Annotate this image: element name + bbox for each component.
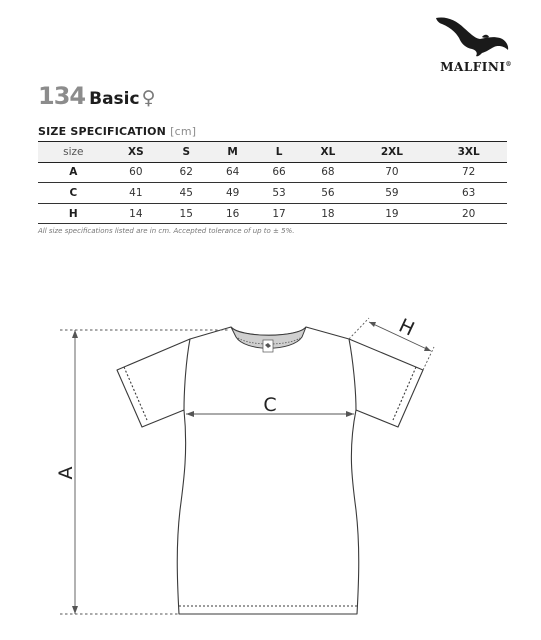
table-cell: 60 [109, 162, 163, 183]
table-cell: 53 [256, 183, 302, 204]
size-spec-heading: SIZE SPECIFICATION [cm] [38, 125, 197, 138]
table-cell: 14 [109, 203, 163, 224]
right-sleeve-seam [349, 339, 356, 410]
column-header: size [38, 142, 109, 163]
female-symbol-icon: ♀ [141, 87, 156, 109]
column-header: XL [302, 142, 353, 163]
column-header: 3XL [430, 142, 507, 163]
table-cell: 20 [430, 203, 507, 224]
table-cell: 15 [163, 203, 209, 224]
table-cell: 49 [209, 183, 255, 204]
column-header: 2XL [354, 142, 431, 163]
dimension-a-label: A [55, 466, 77, 480]
row-label: C [38, 183, 109, 204]
brand-name: MALFINI® [440, 60, 512, 74]
table-cell: 68 [302, 162, 353, 183]
tshirt-outline [117, 327, 423, 614]
column-header: M [209, 142, 255, 163]
table-cell: 18 [302, 203, 353, 224]
table-cell: 41 [109, 183, 163, 204]
table-row [38, 183, 507, 204]
product-name: Basic [89, 89, 140, 109]
table-cell: 16 [209, 203, 255, 224]
table-cell: 64 [209, 162, 255, 183]
tshirt-diagram [0, 300, 541, 640]
table-cell: 59 [354, 183, 431, 204]
row-label: A [38, 162, 109, 183]
tolerance-note: All size specifications listed are in cm. Accepted tolerance of up to ± 5%. [38, 227, 295, 235]
table-cell: 62 [163, 162, 209, 183]
malfini-logo [428, 14, 512, 78]
product-title [38, 82, 155, 110]
table-row [38, 162, 507, 183]
table-cell: 72 [430, 162, 507, 183]
table-cell: 70 [354, 162, 431, 183]
table-cell: 45 [163, 183, 209, 204]
table-cell: 17 [256, 203, 302, 224]
column-header: L [256, 142, 302, 163]
table-row [38, 203, 507, 224]
column-header: S [163, 142, 209, 163]
table-cell: 56 [302, 183, 353, 204]
product-code: 134 [38, 82, 86, 110]
table-cell: 66 [256, 162, 302, 183]
size-table [38, 141, 507, 224]
table-cell: 63 [430, 183, 507, 204]
eagle-icon [434, 14, 510, 58]
row-label: H [38, 203, 109, 224]
dimension-h-label: H [395, 314, 418, 341]
left-sleeve-seam [184, 339, 190, 410]
size-header-row [38, 142, 507, 163]
table-cell: 19 [354, 203, 431, 224]
dimension-c-label: C [263, 394, 277, 416]
unit-label: [cm] [170, 125, 197, 138]
column-header: XS [109, 142, 163, 163]
